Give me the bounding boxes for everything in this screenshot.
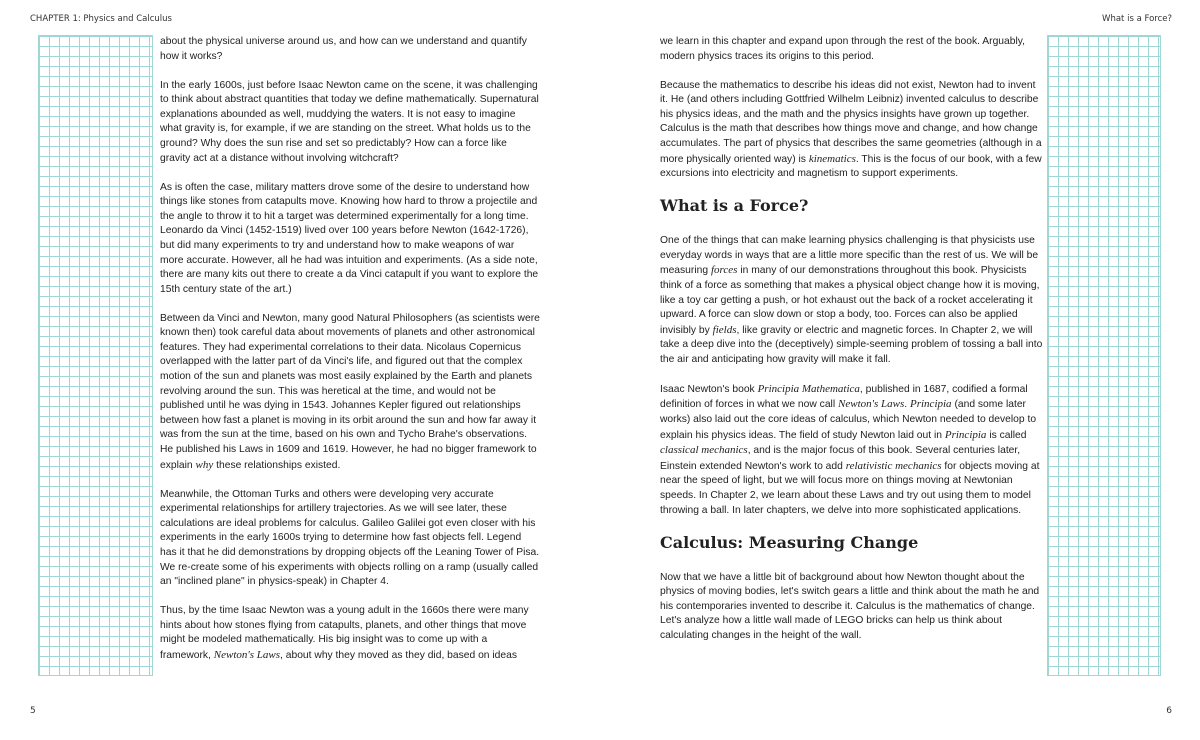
paragraph: In the early 1600s, just before Isaac Newton came on the scene, it was challenging to think about abstract quantities that today we define mathematically. Supernatural explanations abounded as well, muddying the waters. It is not easy to imagine what gravity is, for example, if we are standing on the street. What holds us to the ground? Why does the sun rise and set so predictably? How can a force like gravity act at a distance without involving witchcraft? (160, 79, 539, 164)
running-header-section: What is a Force? (1102, 14, 1172, 24)
left-page-text-column (160, 35, 540, 678)
text-run: One of the things that can make learning physics challenging is that physicists use everyday words in ways that are a little more specific than the rest of us. We will be measuring (660, 235, 1039, 277)
right-page-text-column (660, 35, 1044, 658)
paragraph (660, 382, 1044, 518)
paragraph (660, 79, 1044, 182)
emphasis: Principia (910, 398, 952, 411)
text-run: (and some later works) also laid out the core ideas of calculus, which Newton needed to develop to explain his physics ideas. The field of study Newton laid out in (660, 399, 1037, 441)
text-run: for objects moving at near the speed of light, but we will focus more on things moving at Newtonian speeds. In Chapter 2, we learn about these Laws and try out using them to model throwing a ball. In later chapters, we delve into more sophisticated applications. (660, 460, 1040, 516)
emphasis: classical mechanics (660, 444, 748, 457)
text-run: Thus, by the time Isaac Newton was a young adult in the 1660s there were many hints about how stones flying from catapults, planets, and other things that move might be modeled mathematically. His big insight was to come up with a framework, (160, 605, 529, 661)
paragraph: As is often the case, military matters drove some of the desire to understand how things like stones from catapults move. Knowing how hard to throw a projectile and the angle to throw it to hit a target was determined experimentally for a long time. Leonardo da Vinci (1452-1519) lived over 100 years before Newton (1642-1726), but did many experiments to try and understand how to make weapons of war more accurate. However, all he had was intuition and experiments. (As a side note, there are many kits out there to create a da Vinci catapult if you want to explore the 15th century state of the art.) (160, 181, 539, 295)
running-header-chapter: CHAPTER 1: Physics and Calculus (30, 14, 172, 24)
paragraph (660, 234, 1044, 367)
text-run: , about why they moved as they did, based on ideas (280, 649, 518, 661)
text-run: , like gravity or electric and magnetic forces. In Chapter 2, we will take a deep dive into the (deceptively) simple-seeming problem of tossing a ball into the air and anticipating how gravity will make it fall. (660, 324, 1043, 365)
emphasis: Newton's Laws (838, 398, 905, 411)
page-number-left: 5 (30, 706, 36, 716)
emphasis: Principia Mathematica (757, 382, 860, 395)
section-heading: Calculus: Measuring Change (660, 532, 919, 552)
paragraph: Now that we have a little bit of background about how Newton thought about the physics of moving bodies, let's switch gears a little and think about the math he and his contemporaries invented to describe it. Calculus is the mathematics of change. Let's analyze how a little wall made of LEGO bricks can help us think about calculating changes in the height of the wall. (660, 571, 1040, 641)
emphasis: why (195, 458, 214, 471)
paragraph (160, 312, 540, 474)
emphasis: forces (710, 264, 738, 277)
text-run: Between da Vinci and Newton, many good Natural Philosophers (as scientists were known then) took careful data about movements of planets and other astronomical features. They had experimental correlations to their data. Nicolaus Copernicus overlapped with the latter part of da Vinci's life, and figured out that the complex motion of the sun and planets was most easily explained by the Earth and planets revolving around the sun. This was heretical at the time, and would not be published until he was dying in 1543. Johannes Kepler figured out relationships between how fast a planet is moving in its orbit around the sun and how far away it was from the sun at the time, based on his own and Tycho Brahe's observations. He published his Laws in 1609 and 1619. However, he had no bigger framework to explain (160, 312, 540, 471)
paragraph: Meanwhile, the Ottoman Turks and others were developing very accurate experimental relationships for artillery trajectories. As we will see later, these calculations are ideal problems for calculus. Galileo Galilei got even closer with his experiments in the early 1600s trying to determine how fast objects fell. Legend has it that he did demonstrations by dropping objects off the Leaning Tower of Pisa. We re-create some of his experiments with objects rolling on a ramp (usually called an "inclined plane" in physics-speak) in Chapter 4. (160, 488, 540, 588)
text-run: . This is the focus of our book, with a few excursions into electricity and magnetism to support experiments. (660, 153, 1042, 180)
text-run: is called (989, 429, 1027, 441)
emphasis: fields (712, 323, 737, 336)
section-heading: What is a Force? (660, 196, 809, 216)
text-run: Isaac Newton's book (660, 383, 755, 395)
text-run: , published in 1687, codified a formal definition of forces in what we now call (660, 383, 1028, 411)
paragraph (160, 604, 540, 663)
text-run: Because the mathematics to describe his ideas did not exist, Newton had to invent it. He (and others including Gottfried Wilhelm Leibniz) invented calculus to describe his physics ideas, and the math and the physics insights have grown up together. Calculus is the math that describes how things move and change, and how change accumulates. The part of physics that describes the same geometries (although in a more physically oriented way) is (660, 79, 1042, 165)
emphasis: Principia (944, 428, 987, 441)
paragraph: we learn in this chapter and expand upon through the rest of the book. Arguably, modern physics traces its origins to this period. (660, 36, 1026, 62)
emphasis: relativistic mechanics (845, 459, 942, 472)
text-run: these relationships existed. (216, 459, 341, 471)
paragraph: about the physical universe around us, and how can we understand and quantify how it works? (160, 36, 527, 62)
text-run: . (904, 399, 908, 411)
text-run: in many of our demonstrations throughout this book. Physicists think of a force as something that makes a physical object change how it is moving, like a toy car getting a push, or hot exhaust out the back of a rocket accelerating it upward. A force can slow down or stop a body, too. Forces can also be applied invisibly by (660, 265, 1040, 336)
right-margin-graph-grid (1047, 35, 1161, 676)
page-number-right: 6 (1166, 706, 1172, 716)
emphasis: Newton's Laws (213, 648, 281, 661)
emphasis: kinematics (808, 152, 856, 165)
left-margin-graph-grid (38, 35, 153, 676)
text-run: , and is the major focus of this book. Several centuries later, Einstein extended Newton's work to add (660, 445, 1021, 472)
